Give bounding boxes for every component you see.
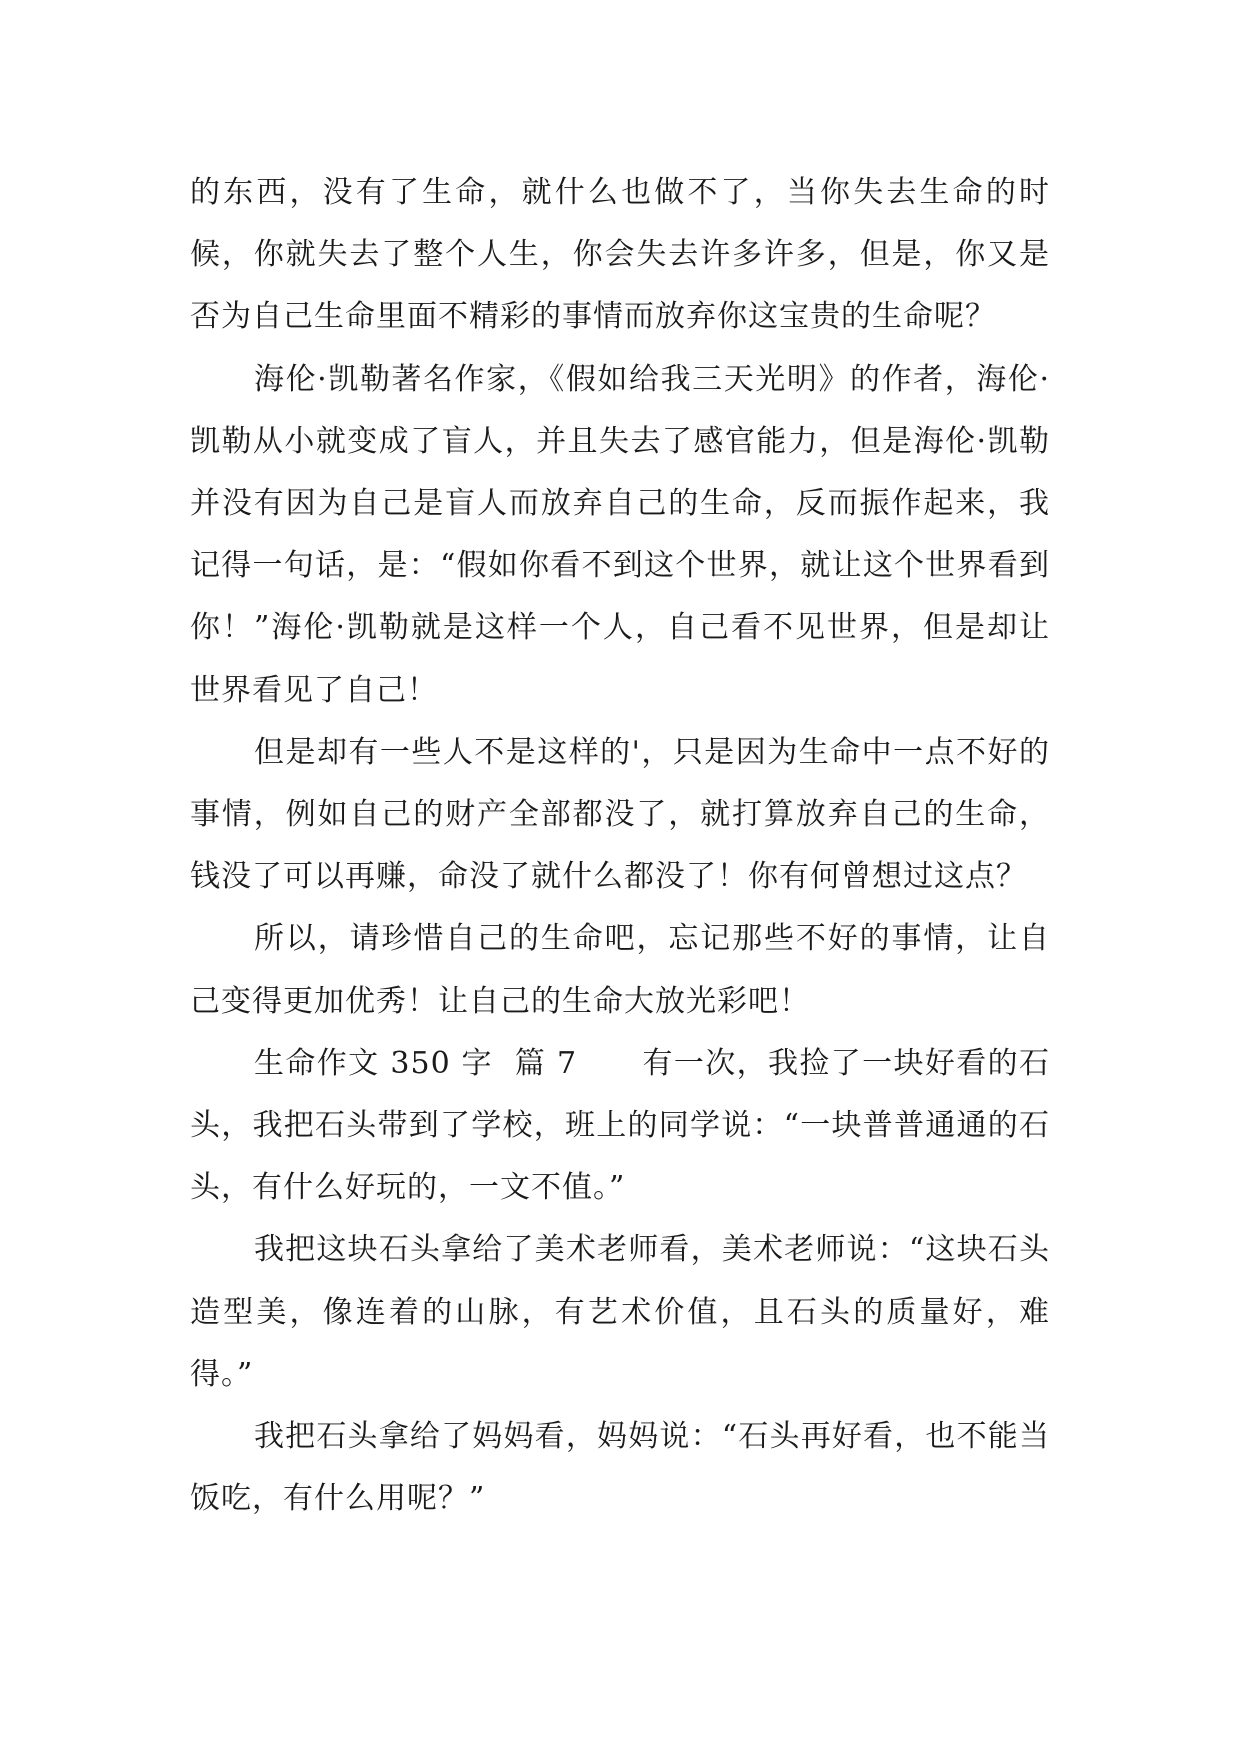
paragraph-5: 生命作文 350 字 篇 7 有一次，我捡了一块好看的石头，我把石头带到了学校，班上的同学说：“一块普普通通的石头，有什么好玩的，一文不值。” <box>190 1045 1050 1206</box>
paragraph-4: 所以，请珍惜自己的生命吧，忘记那些不好的事情，让自己变得更加优秀！让自己的生命大放光彩吧！ <box>190 921 1050 1019</box>
paragraph-6: 我把这块石头拿给了美术老师看，美术老师说：“这块石头造型美，像连着的山脉，有艺术价值，且石头的质量好，难得。” <box>190 1232 1050 1392</box>
paragraph-1: 的东西，没有了生命，就什么也做不了，当你失去生命的时候，你就失去了整个人生，你会失去许多许多，但是，你又是否为自己生命里面不精彩的事情而放弃你这宝贵的生命呢？ <box>190 175 1050 335</box>
paragraph-2: 海伦·凯勒著名作家，《假如给我三天光明》的作者，海伦·凯勒从小就变成了盲人，并且失去了感官能力，但是海伦·凯勒并没有因为自己是盲人而放弃自己的生命，反而振作起来，我记得一句话，是：“假如你看不到这个世界，就让这个世界看到你！”海伦·凯勒就是这样一个人，自己看不见世界，但是却让世界看见了自己！ <box>190 361 1050 708</box>
body-text <box>190 162 1050 1530</box>
paragraph-7: 我把石头拿给了妈妈看，妈妈说：“石头再好看，也不能当饭吃，有什么用呢？” <box>190 1419 1050 1517</box>
paragraph-3: 但是却有一些人不是这样的'，只是因为生命中一点不好的事情，例如自己的财产全部都没了，就打算放弃自己的生命，钱没了可以再赚，命没了就什么都没了！你有何曾想过这点？ <box>190 734 1050 895</box>
